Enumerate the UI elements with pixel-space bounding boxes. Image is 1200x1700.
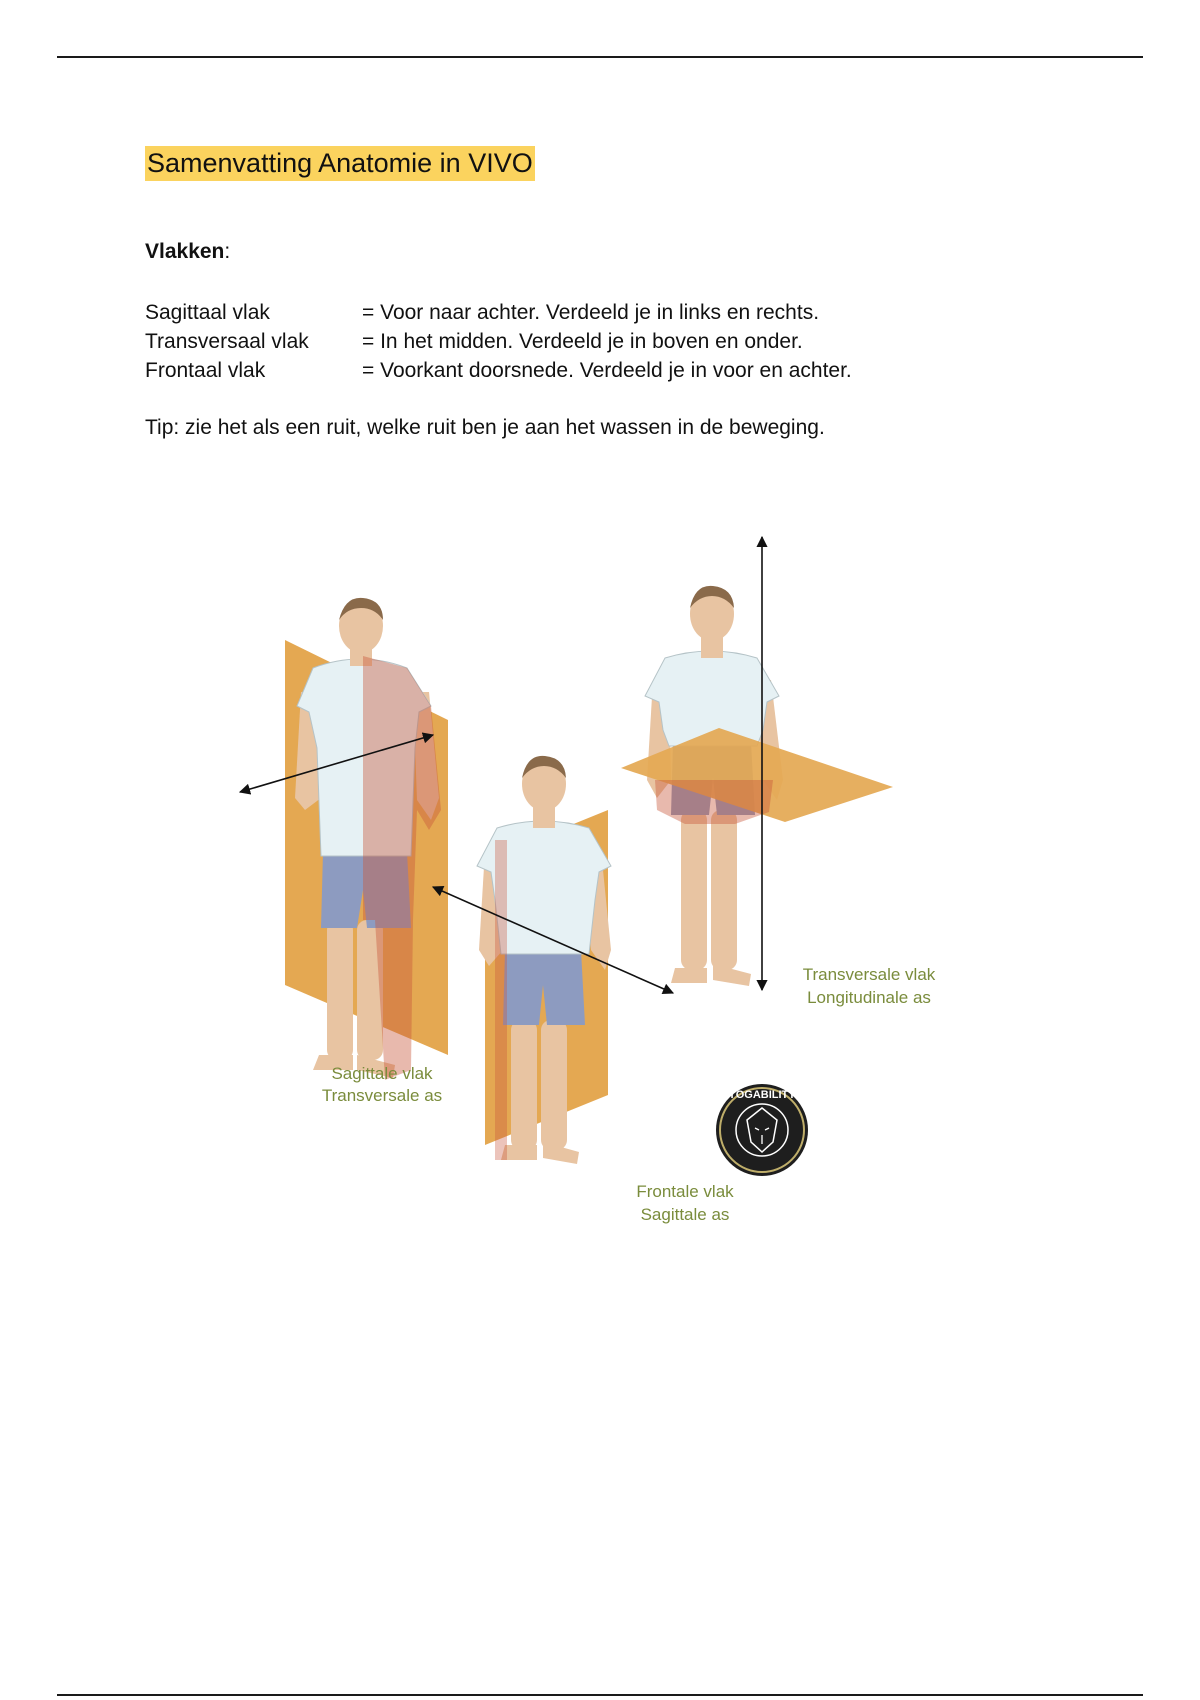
- yogability-logo: [716, 1084, 808, 1176]
- caption-frontal-axis: Sagittale as: [640, 1205, 730, 1224]
- definitions-list: [145, 298, 852, 385]
- definition-description: = In het midden. Verdeeld je in boven en onder.: [362, 329, 803, 353]
- definition-row: [145, 327, 852, 356]
- definition-term: Sagittaal vlak: [145, 300, 270, 324]
- caption-sagittal-plane: Sagittale vlak: [331, 1064, 433, 1083]
- top-rule: [57, 56, 1143, 58]
- definition-term: Frontaal vlak: [145, 358, 266, 382]
- sagittal-figure: [240, 598, 448, 1080]
- definition-row: [145, 298, 852, 327]
- definition-row: [145, 356, 852, 385]
- caption-sagittal-axis: Transversale as: [321, 1086, 443, 1105]
- transverse-figure: [621, 537, 893, 990]
- caption-transverse-plane: Transversale vlak: [802, 965, 936, 984]
- body-planes-illustration: [145, 480, 1005, 1280]
- page-title: Samenvatting Anatomie in VIVO: [145, 146, 535, 181]
- caption-transverse-axis: Longitudinale as: [807, 988, 931, 1007]
- body-planes-figure: [145, 480, 1005, 1280]
- definition-description: = Voor naar achter. Verdeeld je in links en rechts.: [362, 300, 820, 324]
- logo-text: YOGABILITY: [728, 1089, 796, 1101]
- section-heading: [145, 240, 230, 264]
- tip-text: Tip: zie het als een ruit, welke ruit ben je aan het wassen in de beweging.: [145, 416, 825, 439]
- section-heading-colon: :: [224, 240, 231, 263]
- frontal-figure: [433, 756, 673, 1164]
- section-heading-text: Vlakken: [145, 240, 225, 263]
- bottom-rule: [57, 1694, 1143, 1696]
- caption-frontal-plane: Frontale vlak: [636, 1182, 734, 1201]
- definition-description: = Voorkant doorsnede. Verdeeld je in voor en achter.: [362, 358, 852, 382]
- definition-term: Transversaal vlak: [145, 329, 309, 353]
